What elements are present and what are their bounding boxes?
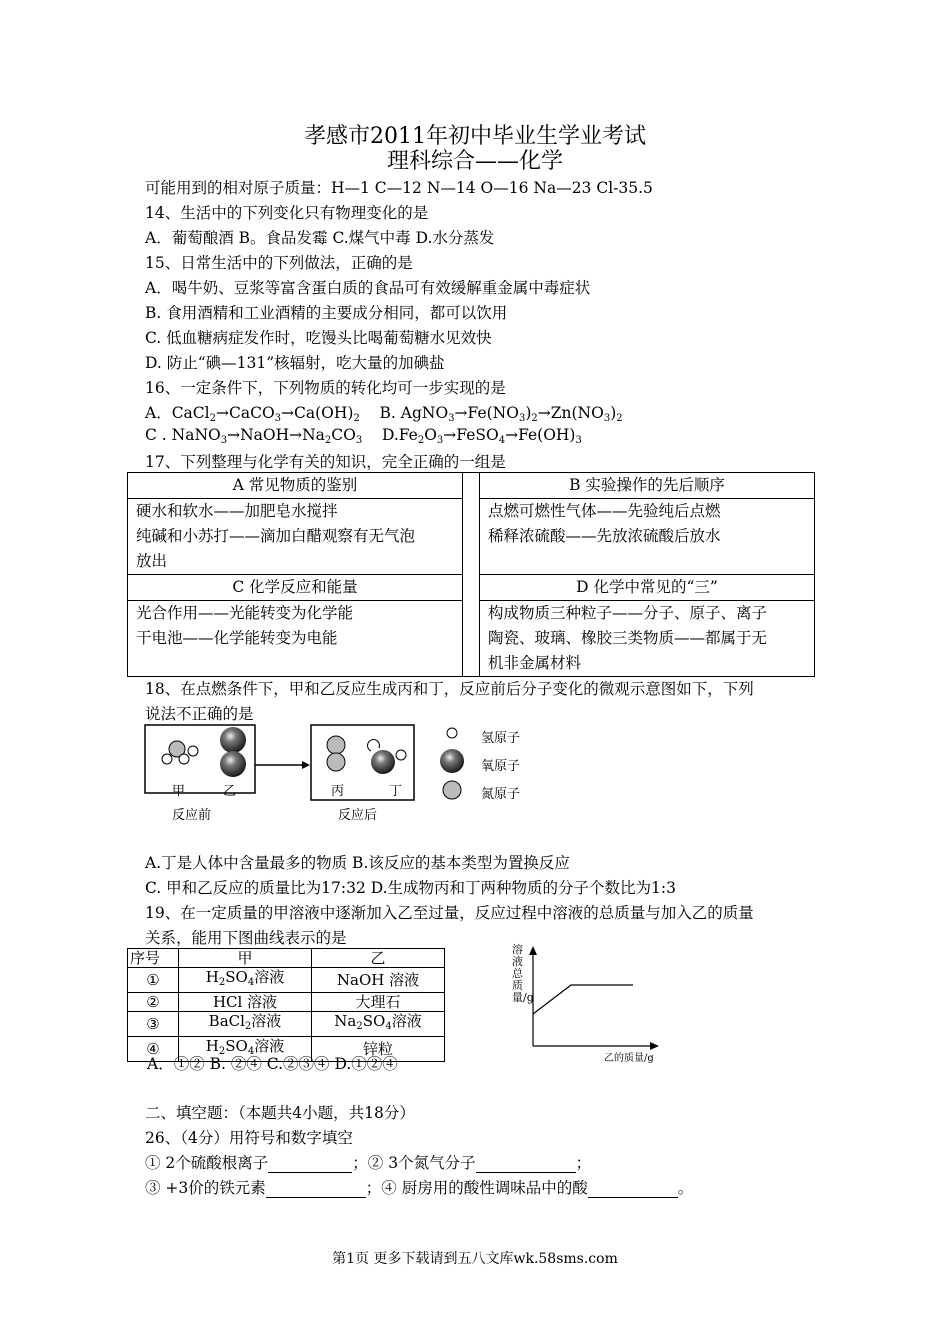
q19-row3-yi: $Na_2SO_4$溶液 — [312, 1012, 445, 1037]
q26-part3-label: ③ +3价的铁元素 — [145, 1179, 266, 1197]
q19-stem-line1: 19、在一定质量的甲溶液中逐渐加入乙至过量，反应过程中溶液的总质量与加入乙的质量 — [145, 904, 754, 922]
oxygen-atom-icon — [220, 727, 246, 753]
legend-nitrogen-label: 氮原子 — [481, 787, 521, 802]
q19-table — [127, 948, 445, 1062]
label-after: 反应后 — [338, 808, 378, 823]
q14-stem: 14、生活中的下列变化只有物理变化的是 — [145, 204, 429, 222]
q19-row4-jia: $H_2SO_4$溶液 — [179, 1037, 312, 1062]
legend-hydrogen-label: 氢原子 — [481, 731, 521, 746]
q19-head-no: 序号 — [128, 949, 179, 968]
q17-b-body — [480, 499, 815, 575]
q19-graph-xlabel: 乙的质量/g — [604, 1053, 654, 1064]
section2-heading: 二、填空题：（本题共4小题，共18分） — [145, 1104, 415, 1122]
page-footer: 第1页 更多下载请到五八文库wk.58sms.com — [332, 1251, 618, 1267]
q17-c-body — [128, 601, 463, 677]
label-yi: 乙 — [223, 784, 237, 799]
q18-stem-line1: 18、在点燃条件下，甲和乙反应生成丙和丁，反应前后分子变化的微观示意图如下，下列 — [145, 680, 754, 698]
legend-nitrogen-icon — [443, 781, 461, 799]
mass-curve — [533, 985, 633, 1014]
q19-head-yi: 乙 — [312, 949, 445, 968]
q17-a-body — [128, 499, 463, 575]
q19-graph-ylabel: 溶液总质量/g — [512, 943, 534, 1004]
q19-row2-no: ② — [128, 993, 179, 1012]
hydrogen-atom-icon — [188, 746, 198, 756]
q17-d-line3: 机非金属材料 — [488, 654, 582, 672]
exam-subtitle: 理科综合——化学 — [386, 149, 563, 174]
q26-blank4[interactable] — [588, 1179, 678, 1198]
q17-c-line1: 光合作用——光能转变为化学能 — [136, 604, 354, 622]
q17-a-head: A 常见物质的鉴别 — [128, 473, 463, 499]
q17-b-line2: 稀释浓硫酸——先放浓硫酸后放水 — [488, 527, 721, 545]
label-ding: 丁 — [389, 784, 403, 799]
y-axis-arrow-icon — [529, 946, 537, 955]
q14-options: A．葡萄酿酒 B。食品发霉 C.煤气中毒 D.水分蒸发 — [145, 229, 495, 247]
q15-option-c: C. 低血糖病症发作时，吃馒头比喝葡萄糖水见效快 — [145, 329, 492, 347]
q17-stem: 17、下列整理与化学有关的知识，完全正确的一组是 — [145, 453, 506, 471]
q19-row1-yi: NaOH 溶液 — [312, 968, 445, 993]
q16-options-cd: C . $NaNO_3\to NaOH\to Na_2CO_3$ $D.Fe_2O_3\to FeSO_4\to Fe(OH)_3$ — [145, 426, 582, 446]
q26-blank3[interactable] — [266, 1179, 366, 1198]
label-jia: 甲 — [172, 784, 186, 799]
q18-options-ab: A.丁是人体中含量最多的物质 B.该反应的基本类型为置换反应 — [145, 854, 570, 872]
q26-stem: 26、（4分）用符号和数字填空 — [145, 1129, 353, 1147]
q19-row2-yi: 大理石 — [312, 993, 445, 1012]
q19-row3-no: ③ — [128, 1012, 179, 1037]
oxygen-atom-icon — [371, 750, 395, 774]
q26-blank2[interactable] — [476, 1154, 576, 1173]
legend-oxygen-label: 氧原子 — [481, 759, 521, 774]
q16-stem: 16、一定条件下，下列物质的转化均可一步实现的是 — [145, 379, 506, 397]
nitrogen-atom-icon — [327, 753, 345, 771]
q19-head-jia: 甲 — [179, 949, 312, 968]
q19-row4-yi: 锌粒 — [312, 1037, 445, 1062]
q16-options-ab: A．$CaCl_2\to CaCO_3\to Ca(OH)_2$ B. $AgNO_3\to Fe(NO_3)_2\to Zn(NO_3)_2$ — [145, 404, 623, 424]
q26-line2: ③ +3价的铁元素 ；④ 厨房用的酸性调味品中的酸 。 — [145, 1179, 694, 1197]
q19-row1-no: ① — [128, 968, 179, 993]
q26-part4-label: ；④ 厨房用的酸性调味品中的酸 — [365, 1179, 588, 1197]
q26-part2-label: ；② 3个氮气分子 — [352, 1154, 476, 1172]
q19-row1-jia: $H_2SO_4$溶液 — [179, 968, 312, 993]
q26-blank1[interactable] — [268, 1154, 352, 1173]
q17-a-line2: 纯碱和小苏打——滴加白醋观察有无气泡 — [136, 527, 416, 545]
exam-title: 孝感市2011年初中毕业生学业考试 — [304, 124, 646, 149]
q15-option-b: B. 食用酒精和工业酒精的主要成分相同，都可以饮用 — [145, 304, 508, 322]
q17-d-head: D 化学中常见的“三” — [480, 575, 815, 601]
arrow-head-icon — [302, 761, 310, 769]
legend-oxygen-icon — [440, 749, 464, 773]
legend-hydrogen-icon — [447, 728, 457, 738]
q17-c-line2: 干电池——化学能转变为电能 — [136, 629, 338, 647]
hydrogen-atom-icon — [396, 750, 406, 760]
q17-d-line2: 陶瓷、玻璃、橡胶三类物质——都属于无 — [488, 629, 768, 647]
q17-table — [127, 472, 815, 677]
q19-row4-no: ④ — [128, 1037, 179, 1062]
q19-row3-jia: BaCl$_2$溶液 — [179, 1012, 312, 1037]
q19-stem-line2: 关系，能用下图曲线表示的是 — [145, 929, 347, 947]
q15-stem: 15、日常生活中的下列做法，正确的是 — [145, 254, 413, 272]
q26-part1-label: ① 2个硫酸根离子 — [145, 1154, 269, 1172]
q17-b-head: B 实验操作的先后顺序 — [480, 473, 815, 499]
q15-option-a: A．喝牛奶、豆浆等富含蛋白质的食品可有效缓解重金属中毒症状 — [145, 279, 591, 297]
q17-d-line1: 构成物质三种粒子——分子、原子、离子 — [488, 604, 768, 622]
q18-stem-line2: 说法不正确的是 — [145, 705, 254, 723]
hydrogen-atom-icon — [179, 754, 189, 764]
oxygen-atom-icon — [220, 751, 246, 777]
nitrogen-atom-icon — [327, 736, 345, 754]
q17-b-line1: 点燃可燃性气体——先验纯后点燃 — [488, 502, 721, 520]
hydrogen-atom-icon — [368, 740, 380, 751]
q19-row2-jia: HCl 溶液 — [179, 993, 312, 1012]
q17-a-line1: 硬水和软水——加肥皂水搅拌 — [136, 502, 338, 520]
q17-c-head: C 化学反应和能量 — [128, 575, 463, 601]
q26-line1: ① 2个硫酸根离子 ；② 3个氮气分子 ； — [145, 1154, 592, 1172]
q17-d-body — [480, 601, 815, 677]
hydrogen-atom-icon — [162, 754, 172, 764]
q15-option-d: D. 防止“碘—131”核辐射，吃大量的加碘盐 — [145, 354, 445, 372]
label-bing: 丙 — [331, 784, 345, 799]
label-before: 反应前 — [172, 808, 212, 823]
q18-options-cd: C. 甲和乙反应的质量比为17:32 D.生成物丙和丁两种物质的分子个数比为1:3 — [145, 879, 677, 897]
q19-options: A．①② B. ②④ C.②③④ D.①②④ — [147, 1055, 398, 1073]
atomic-mass-note: 可能用到的相对原子质量：H—1 C—12 N—14 O—16 Na—23 Cl-35.5 — [145, 179, 653, 197]
q17-a-line3: 放出 — [136, 552, 168, 570]
